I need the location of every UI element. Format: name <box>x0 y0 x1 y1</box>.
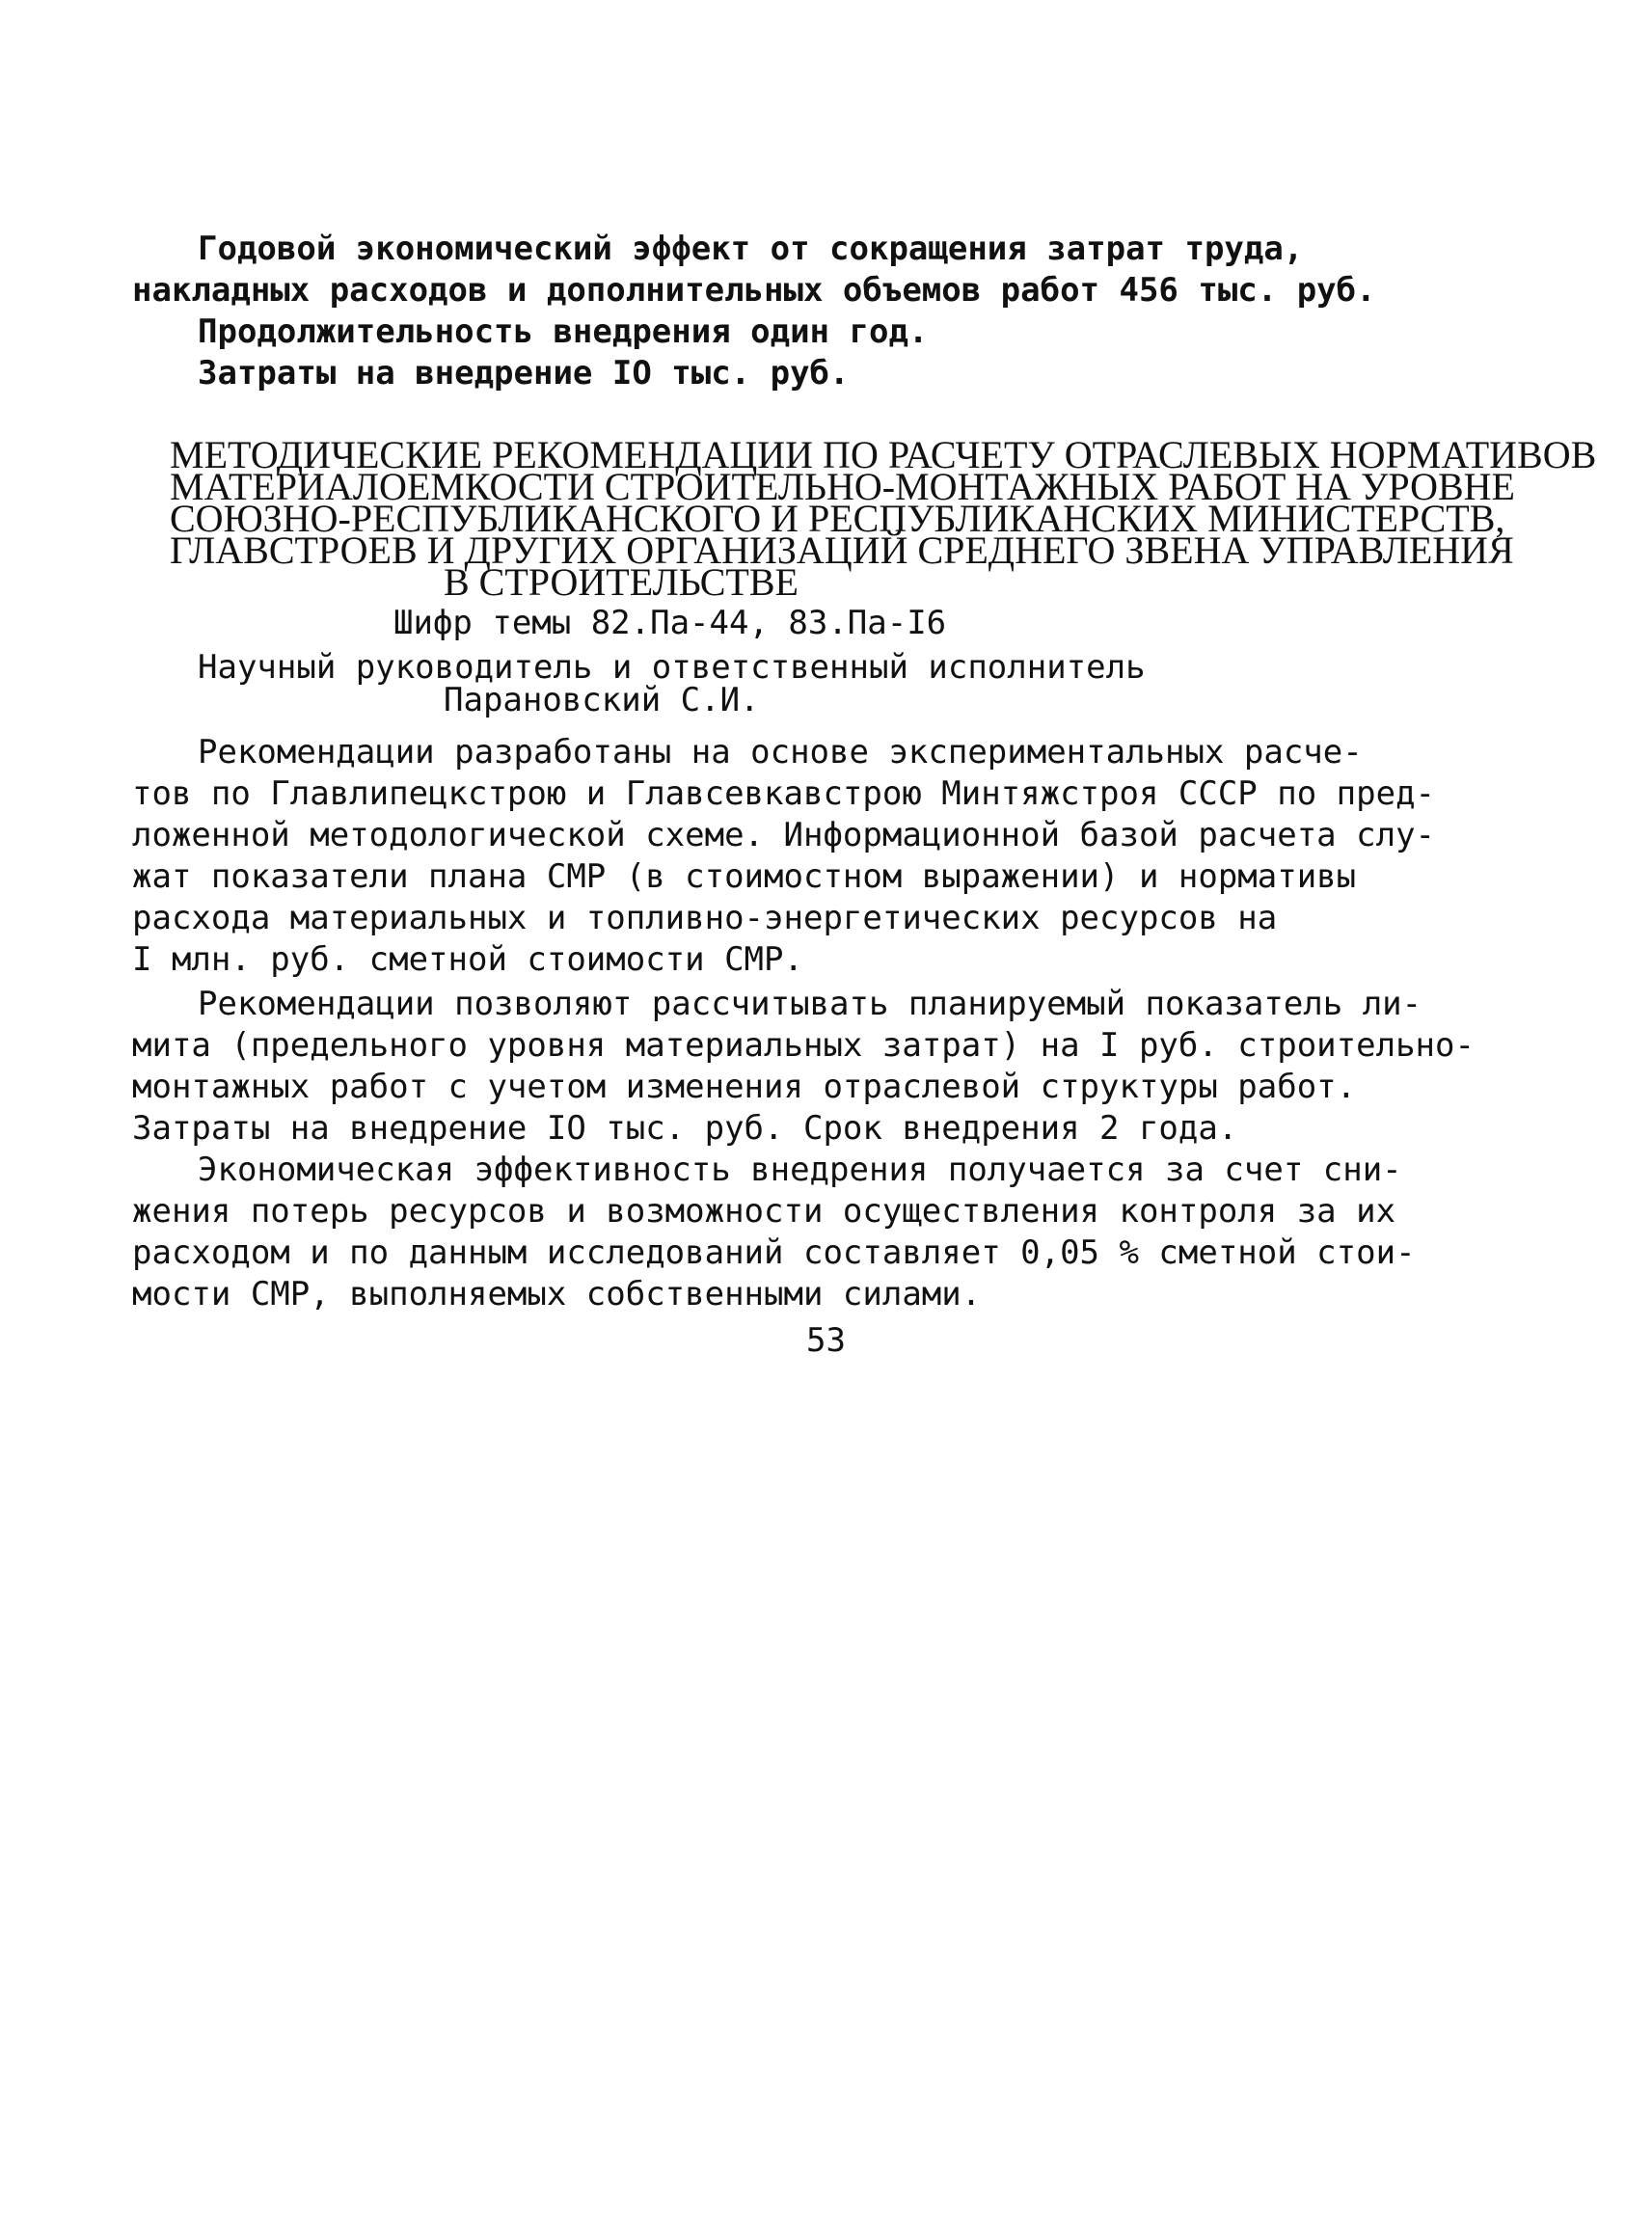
intro-line: накладных расходов и дополнительных объемов работ 456 тыс. руб. <box>132 271 1376 310</box>
section-title-line: МЕТОДИЧЕСКИЕ РЕКОМЕНДАЦИИ ПО РАСЧЕТУ ОТРАСЛЕВЫХ НОРМАТИВОВ <box>170 433 1597 476</box>
section-title-line: СОЮЗНО-РЕСПУБЛИКАНСКОГО И РЕСПУБЛИКАНСКИХ МИНИСТЕРСТВ, <box>170 497 1505 540</box>
section-title-line: В СТРОИТЕЛЬСТВЕ <box>444 560 799 604</box>
paragraph-line: расхода материальных и топливно-энергетических ресурсов на <box>132 899 1278 937</box>
topic-cipher: Шифр темы 82.Па-44, 83.Па-I6 <box>393 604 947 642</box>
intro-line: Продолжительность внедрения один год. <box>198 312 929 351</box>
supervisor-name: Парановский С.И. <box>444 681 760 719</box>
paragraph-line: расходом и по данным исследований составляет 0,05 % сметной стои- <box>132 1233 1416 1272</box>
supervisor-role: Научный руководитель и ответственный исполнитель <box>198 648 1146 687</box>
page-number: 53 <box>806 1321 846 1360</box>
paragraph-line: I млн. руб. сметной стоимости СМР. <box>132 940 803 979</box>
paragraph-line: мита (предельного уровня материальных затрат) на I руб. строительно- <box>132 1026 1475 1065</box>
paragraph-line: Рекомендации позволяют рассчитывать планируемый показатель ли- <box>198 985 1422 1023</box>
paragraph-line: жения потерь ресурсов и возможности осуществления контроля за их <box>132 1192 1396 1231</box>
paragraph-line: Рекомендации разработаны на основе экспериментальных расче- <box>198 733 1363 772</box>
paragraph-line: жат показатели плана СМР (в стоимостном выражении) и нормативы <box>132 857 1357 896</box>
intro-line: Годовой экономический эффект от сокращения затрат труда, <box>198 230 1304 268</box>
intro-line: Затраты на внедрение IO тыс. руб. <box>198 354 850 393</box>
section-title-line: МАТЕРИАЛОЕМКОСТИ СТРОИТЕЛЬНО-МОНТАЖНЫХ РАБОТ НА УРОВНЕ <box>170 465 1515 508</box>
paragraph-line: Экономическая эффективность внедрения получается за счет сни- <box>198 1151 1402 1189</box>
paragraph-line: тов по Главлипецкстрою и Главсевкавстрою Минтяжстроя СССР по пред- <box>132 774 1436 813</box>
section-title-line: ГЛАВСТРОЕВ И ДРУГИХ ОРГАНИЗАЦИЙ СРЕДНЕГО ЗВЕНА УПРАВЛЕНИЯ <box>170 528 1514 572</box>
paragraph-line: Затраты на внедрение IO тыс. руб. Срок внедрения 2 года. <box>132 1109 1238 1148</box>
paragraph-line: ложенной методологической схеме. Информационной базой расчета слу- <box>132 816 1436 854</box>
paragraph-line: мости СМР, выполняемых собственными силами. <box>132 1275 982 1314</box>
paragraph-line: монтажных работ с учетом изменения отраслевой структуры работ. <box>132 1068 1357 1106</box>
